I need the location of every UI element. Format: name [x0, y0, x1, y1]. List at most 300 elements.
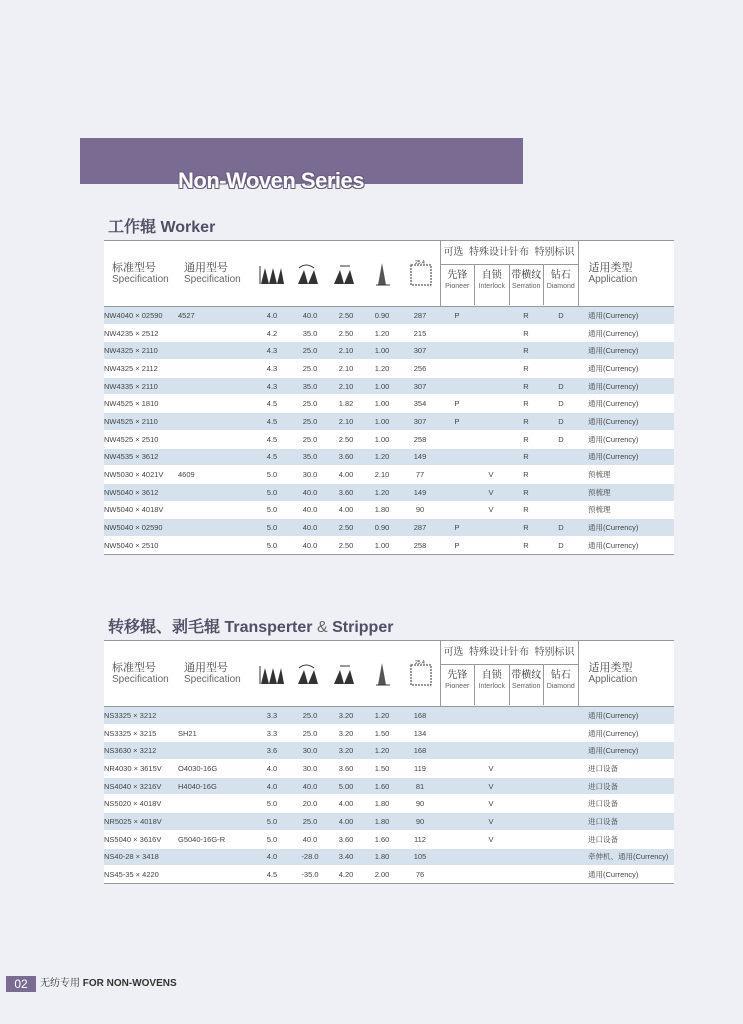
cell-diamond [544, 866, 578, 884]
cell-application: 通用(Currency) [588, 434, 639, 444]
cell-diamond [544, 342, 578, 360]
cell-height: 4.3 [266, 381, 278, 391]
cell-generic-spec [178, 483, 252, 501]
cell-pitch: 3.20 [338, 746, 354, 756]
table-row [104, 324, 674, 342]
cell-ppi: 258 [413, 434, 427, 444]
cell-pitch: 3.60 [338, 487, 354, 497]
cell-ppi: 307 [413, 381, 427, 391]
generic-spec-header: 通用型号 Specification [184, 262, 241, 285]
cell-height: 4.5 [266, 399, 278, 409]
cell-diamond [544, 830, 578, 848]
tooth-pitch-icon [328, 241, 364, 307]
cell-depth: 1.80 [374, 816, 390, 826]
cell-depth: 1.50 [374, 763, 390, 773]
page-footer [0, 976, 743, 992]
cell-generic-spec [178, 448, 252, 466]
cell-depth: 1.20 [374, 452, 390, 462]
cell-spec: NW4325 × 2110 [104, 346, 158, 356]
cell-generic-spec [178, 813, 252, 831]
cell-interlock: V [488, 505, 494, 515]
table-row [104, 360, 674, 378]
cell-application: 进口设备 [588, 816, 618, 826]
cell-depth: 2.10 [374, 470, 390, 480]
cell-pitch: 3.60 [338, 763, 354, 773]
cell-angle: 35.0 [302, 381, 318, 391]
cell-serration [508, 777, 544, 795]
cell-pioneer: P [454, 399, 460, 409]
cell-pioneer [440, 777, 474, 795]
cell-generic-spec [178, 501, 252, 519]
cell-angle: -28.0 [301, 852, 319, 862]
section-title-cn: 转移辊、剥毛辊 [108, 619, 221, 636]
cell-pitch: 2.50 [338, 434, 354, 444]
cell-angle: 35.0 [302, 452, 318, 462]
cell-depth: 1.50 [374, 728, 390, 738]
cell-serration: R [523, 399, 529, 409]
cell-angle: 30.0 [302, 470, 318, 480]
cell-application: 通用(Currency) [588, 399, 639, 409]
cell-depth: 1.60 [374, 834, 390, 844]
cell-depth: 1.80 [374, 505, 390, 515]
cell-diamond [544, 360, 578, 378]
cell-generic-spec: 4609 [178, 470, 195, 480]
cell-diamond [544, 813, 578, 831]
cell-ppi: 105 [413, 852, 427, 862]
tooth-pitch-icon [328, 641, 364, 707]
cell-angle: 40.0 [302, 540, 318, 550]
cell-generic-spec [178, 360, 252, 378]
transperter-spec-table [104, 640, 674, 884]
svg-text:25.4: 25.4 [414, 659, 425, 666]
cell-interlock [474, 742, 508, 760]
cell-pitch: 1.82 [338, 399, 354, 409]
cell-depth: 0.90 [374, 310, 390, 320]
cell-diamond [544, 724, 578, 742]
cell-pioneer: P [454, 540, 460, 550]
cell-angle: 40.0 [302, 505, 318, 515]
cell-depth: 1.20 [374, 710, 390, 720]
cell-pioneer [440, 707, 474, 725]
cell-interlock [474, 448, 508, 466]
cell-angle: 40.0 [302, 523, 318, 533]
cell-interlock [474, 307, 508, 325]
table-row [104, 742, 674, 760]
cell-spec: NW5040 × 2510 [104, 540, 159, 550]
cell-height: 4.0 [266, 781, 278, 791]
cell-angle: 20.0 [302, 799, 318, 809]
cell-generic-spec [178, 395, 252, 413]
cell-application: 通用(Currency) [588, 363, 639, 373]
cell-depth: 1.60 [374, 781, 390, 791]
cell-spec: NW4335 × 2110 [104, 381, 158, 391]
cell-pitch: 2.10 [338, 416, 354, 426]
spec-header: 标准型号 Specification [112, 262, 169, 285]
cell-interlock [474, 395, 508, 413]
cell-height: 3.6 [266, 746, 278, 756]
cell-angle: 40.0 [302, 781, 318, 791]
cell-pioneer: P [454, 523, 460, 533]
section-title-en-2: Stripper [332, 619, 394, 636]
cell-interlock [474, 360, 508, 378]
cell-ppi: 354 [413, 399, 427, 409]
cell-depth: 1.00 [374, 346, 390, 356]
cell-application: 进口设备 [588, 834, 618, 844]
cell-depth: 1.20 [374, 746, 390, 756]
cell-pitch: 2.10 [338, 363, 354, 373]
table-row [104, 501, 674, 519]
cell-ppi: 90 [415, 816, 425, 826]
cell-application: 通用(Currency) [588, 540, 639, 550]
cell-depth: 1.80 [374, 852, 390, 862]
cell-height: 5.0 [266, 487, 278, 497]
cell-height: 4.5 [266, 870, 278, 880]
cell-angle: 40.0 [302, 487, 318, 497]
cell-pioneer [440, 724, 474, 742]
cell-pioneer [440, 866, 474, 884]
cell-serration [508, 724, 544, 742]
cell-pioneer [440, 760, 474, 778]
cell-spec: NS5040 × 3616V [104, 834, 162, 844]
cell-ppi: 256 [413, 363, 427, 373]
cell-serration: R [523, 470, 529, 480]
cell-diamond [544, 501, 578, 519]
cell-serration [508, 866, 544, 884]
cell-generic-spec [178, 536, 252, 554]
cell-ppi: 168 [413, 746, 427, 756]
cell-spec: NS3325 × 3215 [104, 728, 157, 738]
cell-generic-spec: O4030-16G [178, 763, 218, 773]
table-row [104, 483, 674, 501]
cell-interlock [474, 724, 508, 742]
cell-angle: 25.0 [302, 399, 318, 409]
cell-application: 通用(Currency) [588, 710, 639, 720]
cell-depth: 1.00 [374, 540, 390, 550]
cell-interlock [474, 536, 508, 554]
cell-spec: NW5040 × 02590 [104, 523, 163, 533]
cell-ppi: 215 [413, 328, 427, 338]
cell-serration [508, 830, 544, 848]
section-title-cn: 工作辊 [108, 219, 157, 236]
cell-serration: R [523, 310, 529, 320]
cell-serration: R [523, 540, 529, 550]
special-design-header: 可选 特殊设计针布 特别标识 先锋 Pioneer 自锁 Interlock 带横纹 Serration 钻石 Diamond [440, 641, 578, 707]
cell-pitch: 2.50 [338, 310, 354, 320]
cell-height: 5.0 [266, 540, 278, 550]
cell-pitch: 5.00 [338, 781, 354, 791]
cell-application: 通用(Currency) [588, 346, 639, 356]
table-row [104, 813, 674, 831]
cell-height: 4.5 [266, 452, 278, 462]
cell-spec: NS40-28 × 3418 [104, 852, 159, 862]
cell-depth: 1.00 [374, 416, 390, 426]
cell-pioneer [440, 501, 474, 519]
cell-angle: 40.0 [302, 310, 318, 320]
cell-application: 通用(Currency) [588, 728, 639, 738]
cell-height: 4.0 [266, 763, 278, 773]
cell-pioneer: P [454, 310, 460, 320]
cell-pioneer [440, 342, 474, 360]
cell-spec: NW4525 × 2110 [104, 416, 158, 426]
cell-serration [508, 848, 544, 866]
series-title: Non-Woven Series [178, 168, 364, 193]
page-number: 02 [6, 976, 36, 992]
cell-pitch: 2.50 [338, 328, 354, 338]
cell-depth: 1.80 [374, 799, 390, 809]
cell-interlock [474, 377, 508, 395]
table-row [104, 777, 674, 795]
cell-serration: R [523, 381, 529, 391]
cell-diamond: D [558, 416, 564, 426]
cell-pitch: 3.20 [338, 728, 354, 738]
table-row [104, 430, 674, 448]
cell-pioneer [440, 430, 474, 448]
cell-interlock: V [488, 816, 494, 826]
table-row [104, 795, 674, 813]
cell-height: 5.0 [266, 523, 278, 533]
cell-diamond: D [558, 523, 564, 533]
ppi-icon [400, 241, 440, 307]
cell-angle: 25.0 [302, 728, 318, 738]
cell-pioneer [440, 360, 474, 378]
cell-spec: NW4325 × 2112 [104, 363, 158, 373]
cell-generic-spec [178, 324, 252, 342]
total-height-icon [252, 641, 292, 707]
cell-serration [508, 760, 544, 778]
spec-header: 标准型号 Specification [112, 662, 169, 685]
cell-pioneer [440, 466, 474, 484]
cell-generic-spec [178, 866, 252, 884]
cell-serration: R [523, 434, 529, 444]
cell-height: 5.0 [266, 816, 278, 826]
cell-depth: 1.00 [374, 381, 390, 391]
cell-ppi: 149 [413, 452, 427, 462]
cell-interlock [474, 848, 508, 866]
cell-ppi: 307 [413, 346, 427, 356]
cell-pioneer [440, 377, 474, 395]
cell-depth: 2.00 [374, 870, 390, 880]
cell-diamond [544, 760, 578, 778]
cell-ppi: 168 [413, 710, 427, 720]
cell-generic-spec: 4527 [178, 310, 195, 320]
cell-height: 4.5 [266, 416, 278, 426]
cell-pioneer [440, 813, 474, 831]
cell-interlock: V [488, 834, 494, 844]
tooth-depth-icon [364, 241, 400, 307]
cell-generic-spec: SH21 [178, 728, 197, 738]
table-row [104, 519, 674, 537]
cell-generic-spec [178, 707, 252, 725]
cell-application: 进口设备 [588, 763, 618, 773]
cell-application: 进口设备 [588, 799, 618, 809]
cell-angle: 40.0 [302, 834, 318, 844]
cell-pitch: 3.40 [338, 852, 354, 862]
cell-height: 4.0 [266, 310, 278, 320]
cell-interlock: V [488, 470, 494, 480]
table-header-row [104, 641, 674, 707]
cell-serration: R [523, 452, 529, 462]
cell-pitch: 4.00 [338, 505, 354, 515]
cell-application: 预梳理 [588, 505, 611, 515]
cell-height: 4.5 [266, 434, 278, 444]
cell-spec: NW4535 × 3612 [104, 452, 159, 462]
cell-height: 3.3 [266, 710, 278, 720]
table-row [104, 413, 674, 431]
cell-spec: NS4040 × 3216V [104, 781, 162, 791]
cell-diamond [544, 707, 578, 725]
cell-interlock: V [488, 781, 494, 791]
cell-serration: R [523, 523, 529, 533]
cell-serration: R [523, 416, 529, 426]
cell-generic-spec [178, 430, 252, 448]
cell-pioneer [440, 483, 474, 501]
application-header: 适用类型 Application [588, 662, 638, 685]
cell-depth: 1.00 [374, 434, 390, 444]
cell-application: 通用(Currency) [588, 328, 639, 338]
cell-angle: 25.0 [302, 434, 318, 444]
cell-height: 5.0 [266, 799, 278, 809]
cell-depth: 1.20 [374, 487, 390, 497]
cell-serration: R [523, 328, 529, 338]
cell-diamond: D [558, 310, 564, 320]
table-row [104, 448, 674, 466]
cell-application: 通用(Currency) [588, 523, 639, 533]
cell-application: 预梳理 [588, 470, 611, 480]
cell-interlock [474, 430, 508, 448]
cell-pitch: 4.00 [338, 816, 354, 826]
cell-ppi: 76 [415, 870, 425, 880]
cell-angle: 25.0 [302, 363, 318, 373]
cell-interlock [474, 342, 508, 360]
cell-pitch: 2.50 [338, 523, 354, 533]
cell-application: 通用(Currency) [588, 452, 639, 462]
cell-generic-spec [178, 795, 252, 813]
cell-ppi: 287 [413, 523, 427, 533]
worker-spec-table [104, 240, 674, 555]
cell-interlock [474, 324, 508, 342]
cell-depth: 1.20 [374, 328, 390, 338]
table-row [104, 707, 674, 725]
cell-ppi: 287 [413, 310, 427, 320]
cell-generic-spec [178, 377, 252, 395]
cell-spec: NW4525 × 1810 [104, 399, 159, 409]
cell-ppi: 134 [413, 728, 427, 738]
cell-application: 通用(Currency) [588, 746, 639, 756]
cell-spec: NS3325 × 3212 [104, 710, 157, 720]
cell-pitch: 2.10 [338, 381, 354, 391]
cell-interlock [474, 866, 508, 884]
cell-spec: NR5025 × 4018V [104, 816, 162, 826]
cell-serration [508, 813, 544, 831]
cell-pitch: 4.20 [338, 870, 354, 880]
cell-ppi: 307 [413, 416, 427, 426]
footer-text: 无纺专用 FOR NON-WOVENS [40, 978, 177, 989]
cell-diamond [544, 466, 578, 484]
cell-spec: NW5040 × 3612 [104, 487, 159, 497]
cell-serration: R [523, 505, 529, 515]
cell-generic-spec [178, 519, 252, 537]
cell-depth: 1.00 [374, 399, 390, 409]
cell-spec: NR4030 × 3615V [104, 763, 162, 773]
cell-spec: NW5030 × 4021V [104, 470, 164, 480]
cell-angle: 30.0 [302, 763, 318, 773]
cell-generic-spec [178, 413, 252, 431]
cell-diamond [544, 448, 578, 466]
cell-depth: 1.20 [374, 363, 390, 373]
cell-ppi: 258 [413, 540, 427, 550]
cell-diamond: D [558, 381, 564, 391]
cell-diamond [544, 742, 578, 760]
cell-ppi: 90 [415, 505, 425, 515]
cell-diamond [544, 324, 578, 342]
total-height-icon [252, 241, 292, 307]
special-design-header: 可选 特殊设计针布 特别标识 先锋 Pioneer 自锁 Interlock 带横纹 Serration 钻石 Diamond [440, 241, 578, 307]
cell-height: 4.2 [266, 328, 278, 338]
cell-diamond [544, 777, 578, 795]
cell-pitch: 4.00 [338, 470, 354, 480]
cell-pioneer [440, 830, 474, 848]
cell-spec: NW4040 × 02590 [104, 310, 163, 320]
cell-ppi: 77 [415, 470, 425, 480]
cell-pitch: 2.10 [338, 346, 354, 356]
cell-ppi: 90 [415, 799, 425, 809]
cell-serration [508, 707, 544, 725]
generic-spec-header: 通用型号 Specification [184, 662, 241, 685]
cell-diamond: D [558, 399, 564, 409]
cell-interlock: V [488, 763, 494, 773]
cell-application: 通用(Currency) [588, 870, 639, 880]
ampersand: & [316, 619, 328, 636]
cell-application: 牵伸机、通用(Currency) [588, 852, 669, 862]
application-header: 适用类型 Application [588, 262, 638, 285]
cell-pioneer [440, 324, 474, 342]
cell-application: 通用(Currency) [588, 381, 639, 391]
cell-angle: 30.0 [302, 746, 318, 756]
cell-pioneer: P [454, 416, 460, 426]
table-row [104, 342, 674, 360]
cell-pitch: 3.20 [338, 710, 354, 720]
cell-application: 通用(Currency) [588, 310, 639, 320]
cell-pitch: 3.60 [338, 834, 354, 844]
cell-interlock [474, 519, 508, 537]
cell-generic-spec: G5040-16G-R [178, 834, 226, 844]
cell-angle: 35.0 [302, 328, 318, 338]
cell-application: 预梳理 [588, 487, 611, 497]
tooth-angle-icon [292, 641, 328, 707]
table-header-row [104, 241, 674, 307]
table-row [104, 830, 674, 848]
cell-generic-spec [178, 742, 252, 760]
cell-serration: R [523, 346, 529, 356]
cell-angle: 25.0 [302, 710, 318, 720]
table-row [104, 395, 674, 413]
cell-application: 通用(Currency) [588, 416, 639, 426]
cell-generic-spec: H4040-16G [178, 781, 217, 791]
table-row [104, 866, 674, 884]
cell-pitch: 3.60 [338, 452, 354, 462]
section-title-transperter [108, 614, 393, 637]
cell-depth: 0.90 [374, 523, 390, 533]
cell-serration [508, 795, 544, 813]
cell-pioneer [440, 795, 474, 813]
cell-angle: -35.0 [301, 870, 319, 880]
cell-height: 5.0 [266, 834, 278, 844]
cell-angle: 25.0 [302, 346, 318, 356]
cell-height: 4.0 [266, 852, 278, 862]
cell-interlock [474, 707, 508, 725]
cell-serration: R [523, 487, 529, 497]
tooth-angle-icon [292, 241, 328, 307]
